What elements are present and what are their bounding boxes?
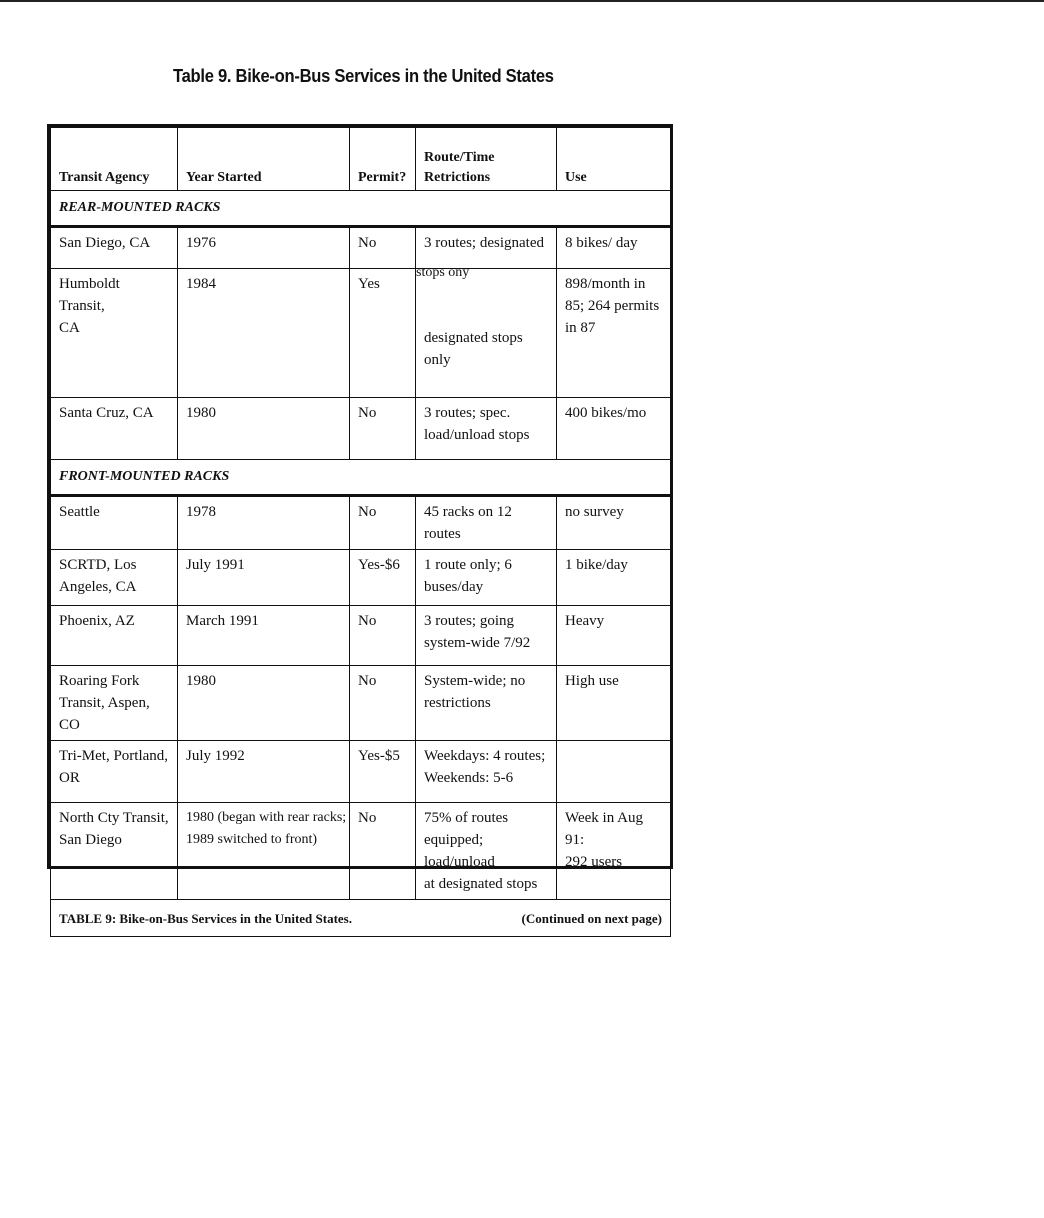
- cell-year: 1978: [178, 496, 350, 550]
- cell-agency: Seattle: [51, 496, 178, 550]
- cell-agency: North Cty Transit, San Diego: [51, 803, 178, 900]
- table-row: [51, 666, 671, 741]
- cell-permit: Yes: [350, 269, 416, 398]
- cell-route-text: designated stops only: [424, 330, 523, 368]
- col-header-route: Route/Time Retrictions: [416, 128, 557, 191]
- cell-agency: Roaring Fork Transit, Aspen, CO: [51, 666, 178, 741]
- bike-on-bus-table: [50, 127, 671, 937]
- cell-route: 1 route only; 6 buses/day: [416, 550, 557, 606]
- col-header-permit: Permit?: [350, 128, 416, 191]
- cell-use: [557, 741, 671, 803]
- cell-use: no survey: [557, 496, 671, 550]
- cell-permit: No: [350, 606, 416, 666]
- table-row: [51, 550, 671, 606]
- cell-year: 1980: [178, 666, 350, 741]
- cell-use: Heavy: [557, 606, 671, 666]
- cell-permit: No: [350, 666, 416, 741]
- table-footer: [51, 900, 671, 937]
- table-row: [51, 269, 671, 398]
- table-row: [51, 741, 671, 803]
- cell-agency: San Diego, CA: [51, 227, 178, 269]
- cell-route-overlap-text: stops ony: [416, 265, 470, 280]
- cell-agency: Humboldt Transit, CA: [51, 269, 178, 398]
- cell-use: 1 bike/day: [557, 550, 671, 606]
- cell-year: July 1991: [178, 550, 350, 606]
- cell-year: 1980: [178, 398, 350, 460]
- cell-agency: Phoenix, AZ: [51, 606, 178, 666]
- cell-agency: Santa Cruz, CA: [51, 398, 178, 460]
- cell-use: 400 bikes/mo: [557, 398, 671, 460]
- cell-route: 3 routes; going system-wide 7/92: [416, 606, 557, 666]
- cell-year: July 1992: [178, 741, 350, 803]
- col-header-agency: Transit Agency: [51, 128, 178, 191]
- cell-permit: Yes-$6: [350, 550, 416, 606]
- cell-year: 1984: [178, 269, 350, 398]
- cell-year: March 1991: [178, 606, 350, 666]
- cell-year: 1980 (began with rear racks; 1989 switched to front): [178, 803, 350, 900]
- continued-note: (Continued on next page): [521, 911, 662, 926]
- cell-permit: No: [350, 227, 416, 269]
- table-row: [51, 496, 671, 550]
- header-row: [51, 128, 671, 191]
- cell-use: Week in Aug 91: 292 users: [557, 803, 671, 900]
- cell-route: 3 routes; spec. load/unload stops: [416, 398, 557, 460]
- cell-use: 898/month in 85; 264 permits in 87: [557, 269, 671, 398]
- cell-permit: No: [350, 496, 416, 550]
- section-label: REAR-MOUNTED RACKS: [51, 191, 671, 227]
- footer-row: [51, 900, 671, 937]
- cell-route: System-wide; no restrictions: [416, 666, 557, 741]
- cell-route: [416, 265, 557, 398]
- cell-agency: Tri-Met, Portland, OR: [51, 741, 178, 803]
- cell-year: 1976: [178, 227, 350, 269]
- cell-route: 3 routes; designated: [416, 227, 557, 269]
- cell-agency: SCRTD, Los Angeles, CA: [51, 550, 178, 606]
- table-row: [51, 606, 671, 666]
- col-header-year: Year Started: [178, 128, 350, 191]
- cell-permit: Yes-$5: [350, 741, 416, 803]
- cell-use: High use: [557, 666, 671, 741]
- table-row: [51, 398, 671, 460]
- page-top-rule: [0, 0, 1044, 2]
- page-title: Table 9. Bike-on-Bus Services in the United States: [173, 66, 554, 86]
- section-row-front: [51, 460, 671, 496]
- table-row: [51, 803, 671, 900]
- cell-use: 8 bikes/ day: [557, 227, 671, 269]
- cell-route: Weekdays: 4 routes; Weekends: 5-6: [416, 741, 557, 803]
- section-label: FRONT-MOUNTED RACKS: [51, 460, 671, 496]
- table-row: [51, 227, 671, 269]
- cell-route: 45 racks on 12 routes: [416, 496, 557, 550]
- col-header-use: Use: [557, 128, 671, 191]
- cell-permit: No: [350, 803, 416, 900]
- cell-permit: No: [350, 398, 416, 460]
- cell-route: 75% of routes equipped; load/unload at designated stops: [416, 803, 557, 900]
- section-row-rear: [51, 191, 671, 227]
- table-caption: TABLE 9: Bike-on-Bus Services in the United States.: [59, 911, 352, 926]
